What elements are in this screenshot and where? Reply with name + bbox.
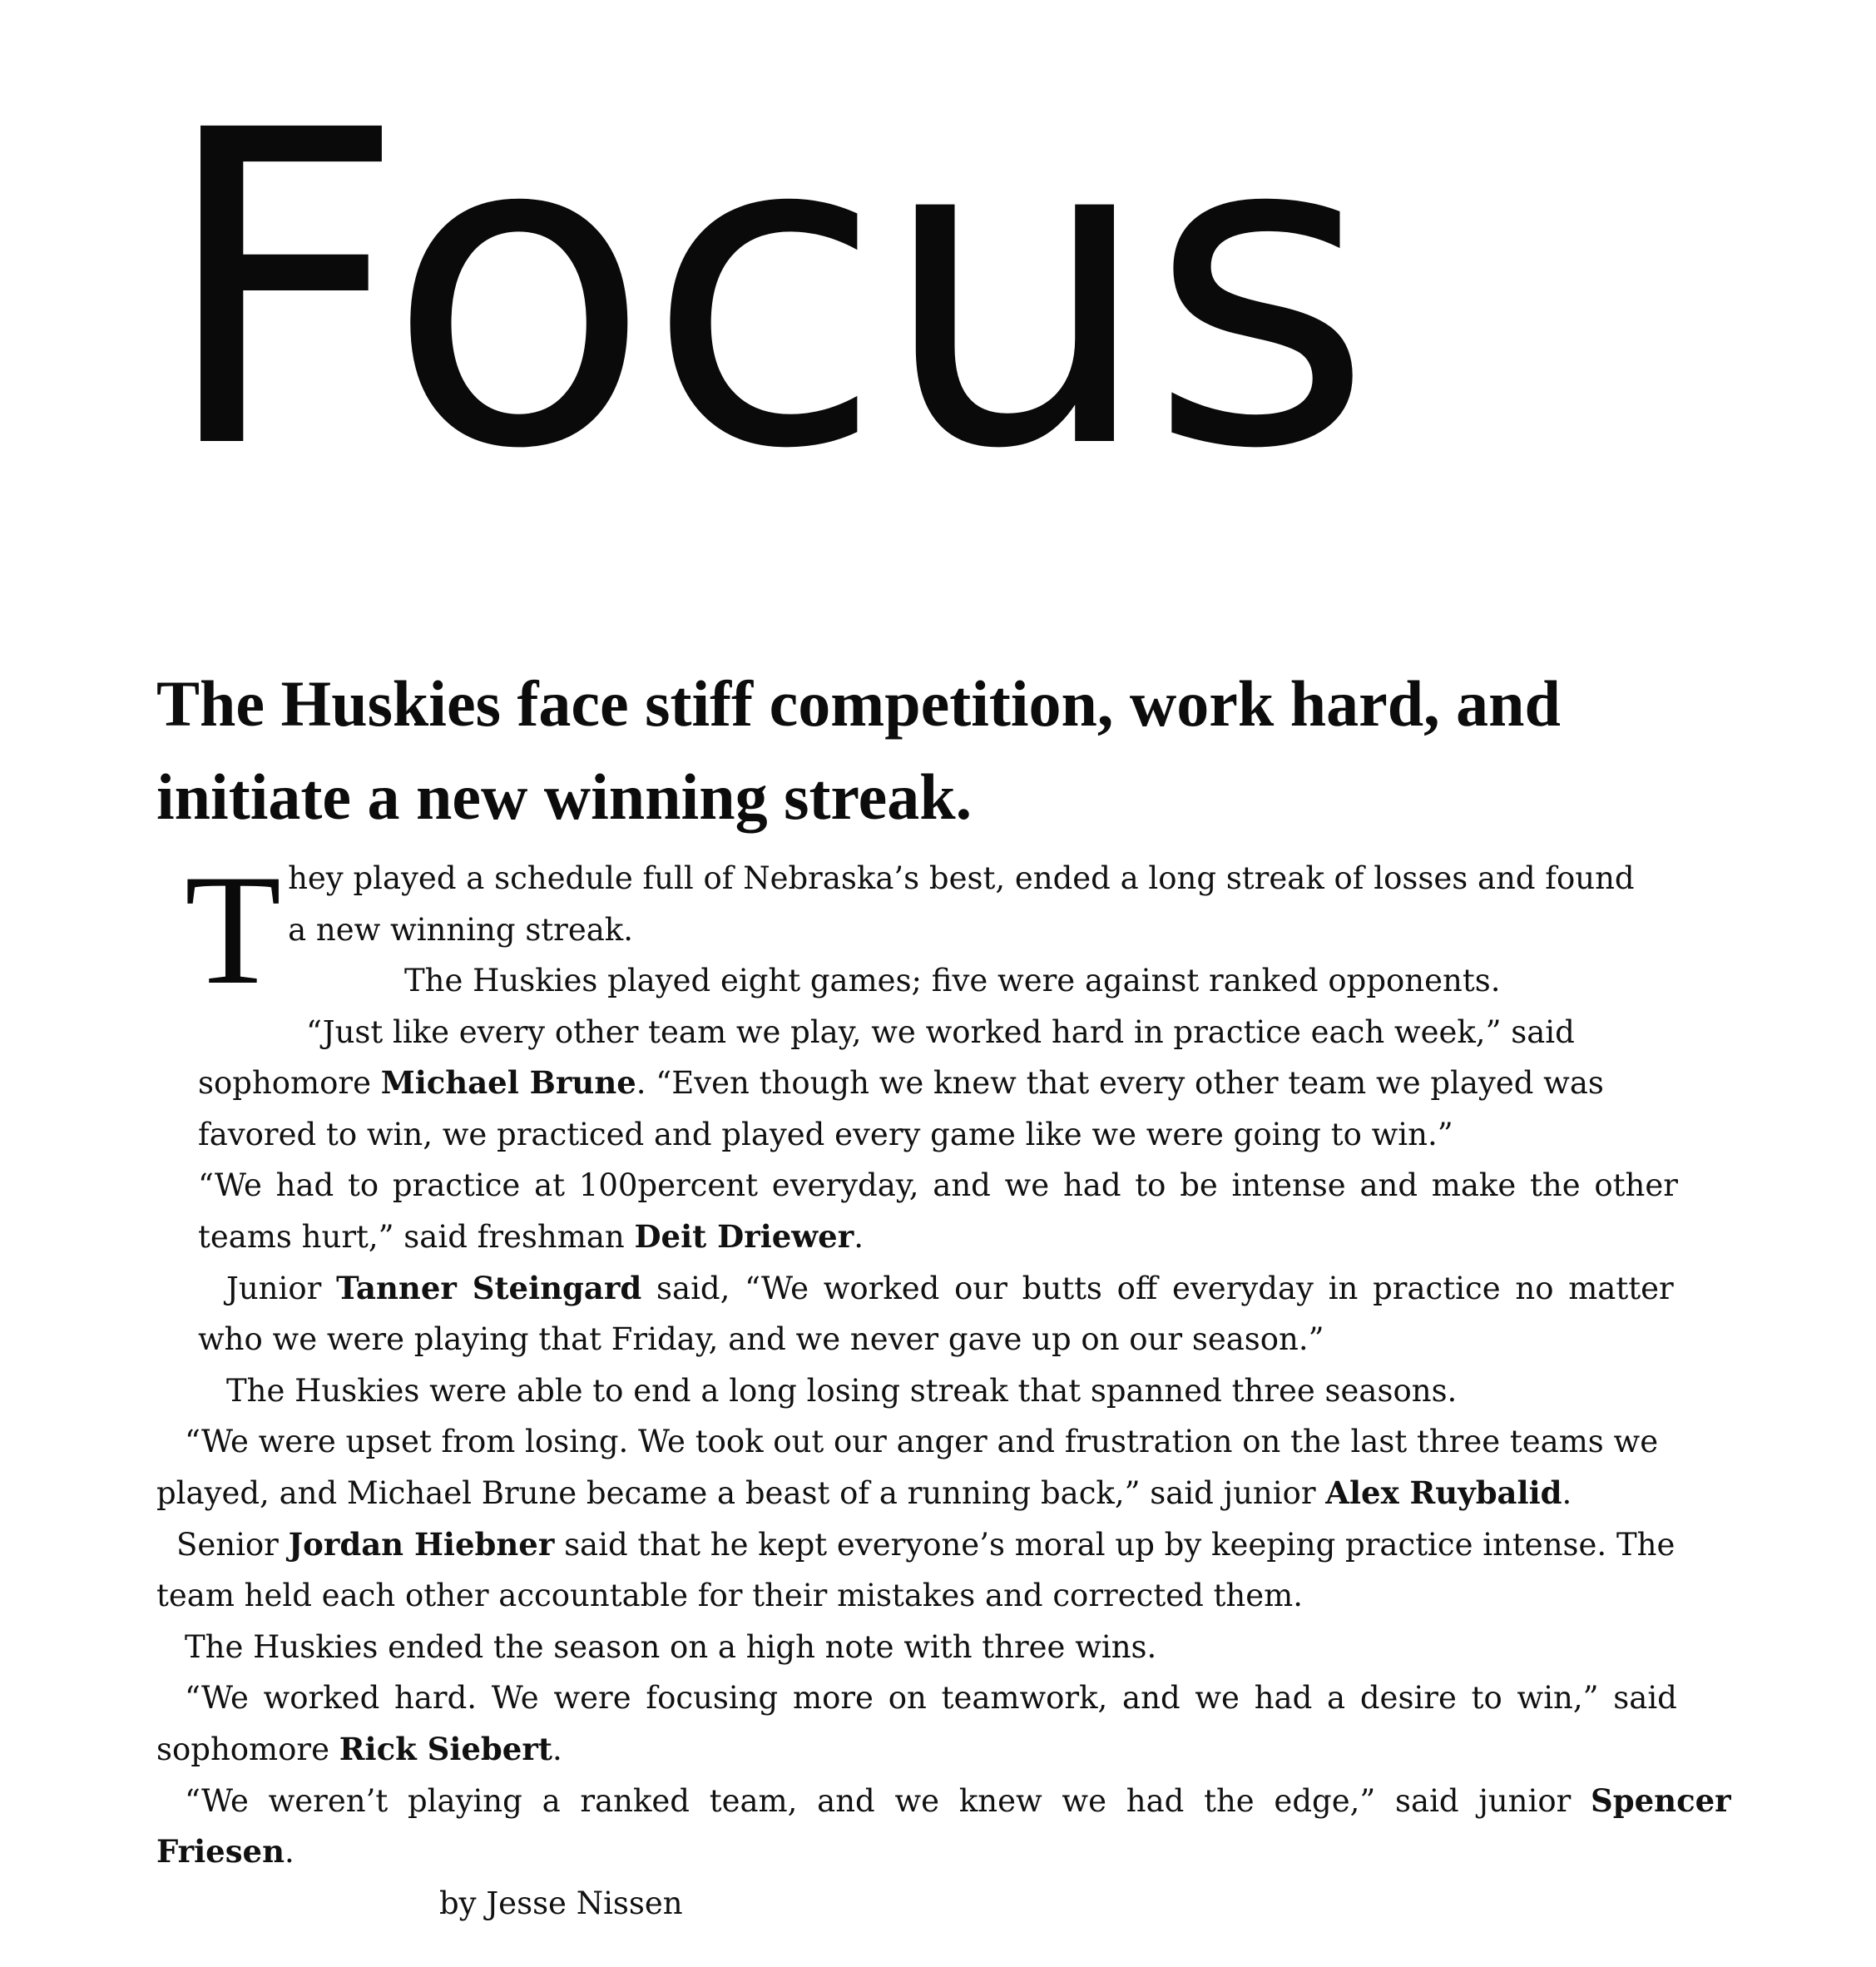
paragraph-9: The Huskies ended the season on a high note with three wins.: [185, 1628, 1157, 1665]
paragraph-5-line-1: [156, 1263, 1674, 1315]
text-run: sophomore: [198, 1065, 381, 1102]
paragraph-10-line-2: [156, 1724, 1654, 1776]
text-run: sophomore: [156, 1731, 339, 1767]
text-run: “We weren’t playing a ranked team, and we knew we had the edge,” said junior: [185, 1782, 1591, 1819]
paragraph-8-line-2: team held each other accountable for their mistakes and corrected them.: [156, 1578, 1303, 1614]
text-run: Junior: [226, 1270, 337, 1306]
quoted-name: Tanner Steingard: [336, 1269, 642, 1306]
quoted-name: Michael Brune: [380, 1064, 636, 1102]
text-run: said that he kept everyone’s moral up by keeping practice intense. The: [554, 1526, 1676, 1563]
page-title: Focus: [158, 39, 1369, 543]
text-run: . “Even though we knew that every other team we played was: [636, 1065, 1604, 1102]
text-run: said, “We worked our butts off everyday in practice no matter: [641, 1270, 1674, 1306]
paragraph-5-line-2: who we were playing that Friday, and we never gave up on our season.”: [198, 1321, 1324, 1358]
paragraph-2: The Huskies played eight games; five were against ranked opponents.: [404, 963, 1501, 998]
paragraph-7-line-2: [156, 1468, 1654, 1519]
drop-cap: T: [185, 843, 282, 1018]
quoted-name: Alex Ruybalid: [1325, 1474, 1562, 1511]
paragraph-4-line-1: “We had to practice at 100percent everyday, and we had to be intense and make the other: [198, 1167, 1678, 1204]
paragraph-1-text: hey played a schedule full of Nebraska’s best, ended a long streak of losses and found a new winning streak.: [288, 860, 1635, 948]
byline: by Jesse Nissen: [439, 1885, 683, 1921]
quoted-name: Rick Siebert: [339, 1730, 552, 1767]
quoted-name: Deit Driewer: [634, 1217, 854, 1255]
paragraph-8-line-1: [156, 1519, 1676, 1571]
subtitle: The Huskies face stiff competition, work hard, and initiate a new winning streak.: [156, 667, 1561, 833]
paragraph-10-line-1: “We worked hard. We were focusing more on teamwork, and we had a desire to win,” said: [185, 1680, 1677, 1717]
paragraph-3-line-2: [156, 1058, 1654, 1109]
text-run: teams hurt,” said freshman: [198, 1218, 635, 1255]
paragraph-7-line-1: “We were upset from losing. We took out our anger and frustration on the last three teams we: [185, 1424, 1659, 1460]
text-run: .: [1562, 1474, 1572, 1511]
paragraph-11-line-1: [156, 1776, 1731, 1827]
paragraph-6: The Huskies were able to end a long losing streak that spanned three seasons.: [226, 1372, 1458, 1409]
paragraph-3-line-3: favored to win, we practiced and played every game like we were going to win.”: [198, 1116, 1453, 1152]
text-run: .: [284, 1834, 295, 1870]
text-run: .: [552, 1731, 562, 1767]
quoted-name: Jordan Hiebner: [288, 1525, 555, 1563]
paragraph-3-line-1: “Just like every other team we play, we worked hard in practice each week,” said: [306, 1013, 1575, 1050]
text-run: Senior: [176, 1526, 289, 1563]
paragraph-11-line-2: [156, 1826, 1654, 1878]
quoted-name: Friesen: [156, 1833, 285, 1870]
text-run: .: [854, 1218, 864, 1255]
text-run: played, and Michael Brune became a beast of a running back,” said junior: [156, 1474, 1326, 1511]
quoted-name: Spencer: [1591, 1781, 1731, 1819]
article-body: [156, 843, 1731, 1929]
paragraph-4-line-2: [156, 1211, 1654, 1263]
